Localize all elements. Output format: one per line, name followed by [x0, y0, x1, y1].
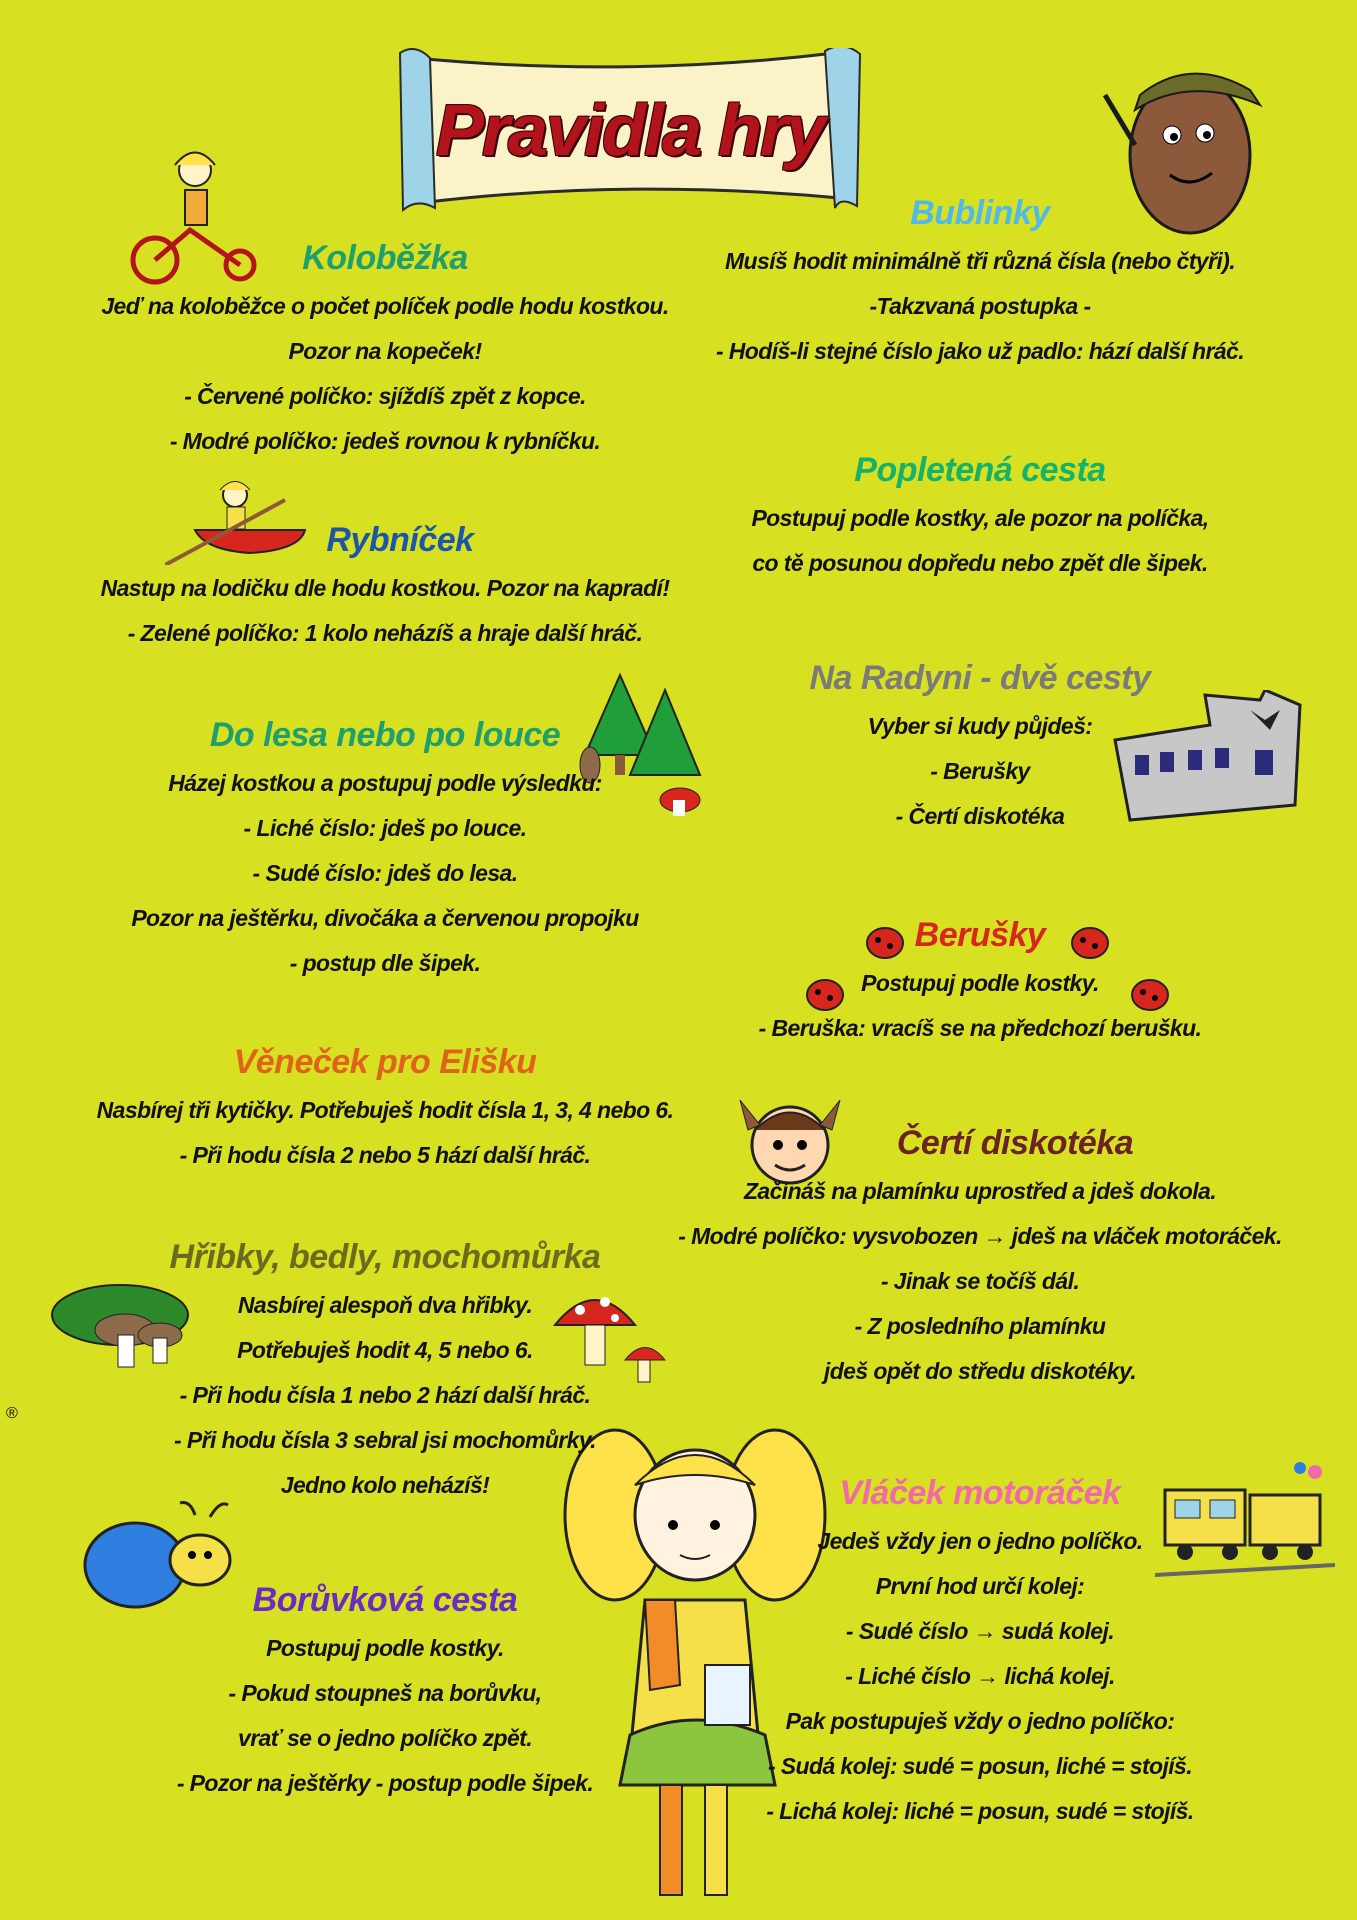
section-les — [95, 715, 675, 986]
rule-line: - Sudé číslo: jdeš do lesa. — [252, 860, 518, 886]
rule-line: jdeš opět do středu diskotéky. — [823, 1358, 1137, 1384]
rule-line: Postupuj podle kostky. — [266, 1635, 504, 1661]
rule-line: - Hodíš-li stejné číslo jako už padlo: hází další hráč. — [715, 338, 1245, 364]
section-title: Bublinky — [910, 194, 1050, 232]
section-berusky — [680, 915, 1280, 1051]
rule-line: První hod určí kolej: — [875, 1573, 1085, 1599]
rule-line: Musíš hodit minimálně tři různá čísla (nebo čtyři). — [725, 248, 1235, 274]
rule-line: - Modré políčko: jedeš rovnou k rybníčku. — [169, 428, 601, 454]
rule-line: - Sudá kolej: sudé = posun, liché = stojíš. — [767, 1753, 1193, 1779]
section-certi — [640, 1123, 1320, 1394]
rule-line: - Sudé číslo → sudá kolej. — [845, 1618, 1115, 1644]
rule-line: Pak postupuješ vždy o jedno políčko: — [785, 1708, 1175, 1734]
rule-line: Nastup na lodičku dle hodu kostkou. Pozor na kapradí! — [100, 575, 670, 601]
rule-line: Pozor na kopeček! — [288, 338, 482, 364]
rule-line: -Takzvaná postupka - — [869, 293, 1091, 319]
rule-line: - Lichá kolej: liché = posun, sudé = stojíš. — [766, 1798, 1194, 1824]
registered-mark: ® — [6, 1405, 18, 1422]
section-rybnicek — [95, 520, 675, 656]
section-title: Rybníček — [326, 521, 474, 559]
rule-line: - Pozor na ještěrky - postup podle šipek. — [176, 1770, 594, 1796]
rule-line: - Pokud stoupneš na borůvku, — [228, 1680, 542, 1706]
rule-line: - Modré políčko: vysvobozen → jdeš na vláček motoráček. — [678, 1223, 1282, 1249]
section-title: Popletená cesta — [854, 451, 1106, 489]
section-title: Věneček pro Elišku — [233, 1043, 537, 1081]
section-title: Čertí diskotéka — [896, 1124, 1134, 1162]
rule-line: Házej kostkou a postupuj podle výsledku: — [168, 770, 602, 796]
rule-line: - Jinak se točíš dál. — [880, 1268, 1080, 1294]
section-title: Vláček motoráček — [839, 1474, 1121, 1512]
section-vlacek — [680, 1473, 1280, 1834]
rule-line: Vyber si kudy půjdeš: — [867, 713, 1093, 739]
rule-line: - Čertí diskotéka — [895, 803, 1065, 829]
section-hribky — [95, 1237, 675, 1508]
rule-line: Pozor na ještěrku, divočáka a červenou propojku — [131, 905, 639, 931]
section-title: Berušky — [914, 916, 1046, 954]
rule-line: - Červené políčko: sjíždíš zpět z kopce. — [184, 383, 586, 409]
rule-line: Jedeš vždy jen o jedno políčko. — [817, 1528, 1143, 1554]
rule-line: - Zelené políčko: 1 kolo neházíš a hraje další hráč. — [127, 620, 643, 646]
rule-line: Nasbírej tři kytičky. Potřebuješ hodit čísla 1, 3, 4 nebo 6. — [96, 1097, 674, 1123]
rule-line: - postup dle šipek. — [289, 950, 481, 976]
rule-line: - Při hodu čísla 2 nebo 5 hází další hráč. — [179, 1142, 591, 1168]
rule-line: - Liché číslo: jdeš po louce. — [243, 815, 527, 841]
section-title: Hřibky, bedly, mochomůrka — [169, 1238, 601, 1276]
rule-line: - Berušky — [930, 758, 1030, 784]
rule-line: - Při hodu čísla 3 sebral jsi mochomůrky. — [174, 1427, 596, 1453]
section-title: Na Radyni - dvě cesty — [809, 659, 1151, 697]
rule-line: Jedno kolo neházíš! — [280, 1472, 490, 1498]
section-title: Koloběžka — [302, 239, 468, 277]
rule-line: Začínáš na plamínku uprostřed a jdeš dokola. — [743, 1178, 1217, 1204]
section-title: Do lesa nebo po louce — [209, 716, 561, 754]
rule-line: - Při hodu čísla 1 nebo 2 hází další hráč. — [179, 1382, 591, 1408]
rule-line: - Beruška: vracíš se na předchozí berušku. — [758, 1015, 1202, 1041]
rule-line: Postupuj podle kostky, ale pozor na políčka, — [751, 505, 1209, 531]
rule-line: - Z posledního plamínku — [854, 1313, 1106, 1339]
rule-line: co tě posunou dopředu nebo zpět dle šipek. — [752, 550, 1208, 576]
rule-line: Potřebuješ hodit 4, 5 nebo 6. — [237, 1337, 533, 1363]
title-banner — [395, 48, 865, 213]
rule-line: Jeď na koloběžce o počet políček podle hodu kostkou. — [101, 293, 669, 319]
rule-line: Nasbírej alespoň dva hřibky. — [237, 1292, 533, 1318]
page-title: Pravidla hry — [435, 91, 825, 171]
section-popletena — [680, 450, 1280, 586]
section-radyne — [680, 658, 1280, 839]
section-kolobezka — [95, 238, 675, 464]
section-title: Borůvková cesta — [252, 1581, 518, 1619]
section-boruvkova — [95, 1580, 675, 1806]
rule-line: - Liché číslo → lichá kolej. — [845, 1663, 1115, 1689]
section-bublinky — [680, 193, 1280, 374]
rule-line: vrať se o jedno políčko zpět. — [238, 1725, 532, 1751]
section-venecek — [95, 1042, 675, 1178]
rule-line: Postupuj podle kostky. — [861, 970, 1099, 996]
